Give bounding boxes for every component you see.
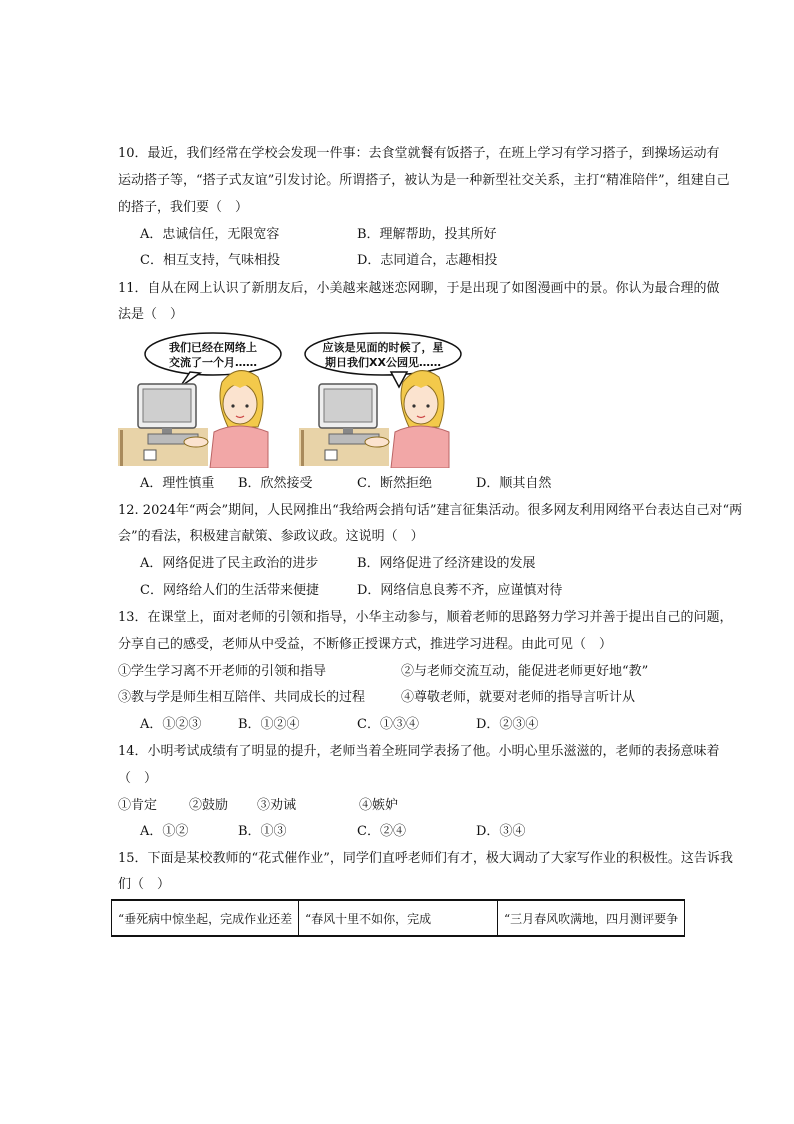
- q15-poem-table: [111, 899, 685, 937]
- q10-option-a[interactable]: A．忠诚信任，无限宽容: [140, 227, 280, 242]
- q14-statement-3: ③劝诫: [257, 798, 297, 813]
- q12-option-d[interactable]: D．网络信息良莠不齐，应谨慎对待: [357, 583, 563, 598]
- q10-option-d[interactable]: D．志同道合，志趣相投: [357, 253, 498, 268]
- q13-option-a[interactable]: A．①②③: [140, 717, 202, 732]
- q14-option-d[interactable]: D．③④: [476, 824, 526, 839]
- table-cell-1: “垂死病中惊坐起，完成作业还差: [112, 900, 299, 936]
- bubble-1-line-2: 交流了一个月……: [169, 356, 257, 369]
- q10-line-2: 运动搭子等，“搭子式友谊”引发讨论。所谓搭子，被认为是一种新型社交关系，主打“精准陪伴”，组建自己: [118, 173, 730, 188]
- q14-option-b[interactable]: B．①③: [238, 824, 287, 839]
- table-cell-3: “三月春风吹满地，四月测评要争: [498, 900, 685, 936]
- q12-option-c[interactable]: C．网络给人们的生活带来便捷: [140, 583, 319, 598]
- q13-statement-2: ②与老师交流互动，能促进老师更好地“教”: [401, 664, 649, 679]
- q11-line-2: 法是（ ）: [118, 307, 184, 322]
- table-cell-2: “春风十里不如你，完成: [299, 900, 498, 936]
- q14-line-1: 14．小明考试成绩有了明显的提升，老师当着全班同学表扬了他。小明心里乐滋滋的，老师的表扬意味着: [118, 744, 720, 759]
- q13-line-2: 分享自己的感受，老师从中受益，不断修正授课方式，推进学习进程。由此可见（ ）: [118, 637, 613, 652]
- q13-statement-4: ④尊敬老师，就要对老师的指导言听计从: [401, 690, 636, 705]
- q10-option-b[interactable]: B．理解帮助，投其所好: [357, 227, 497, 242]
- bubble-2-line-1: 应该是见面的时候了，星: [322, 341, 444, 354]
- q13-line-1: 13．在课堂上，面对老师的引领和指导，小华主动参与，顺着老师的思路努力学习并善于提出自己的问题，: [118, 610, 733, 625]
- q14-statement-4: ④嫉妒: [359, 798, 399, 813]
- bubble-1-line-1: 我们已经在网络上: [169, 341, 257, 354]
- q11-option-d[interactable]: D．顺其自然: [476, 476, 552, 491]
- q10-line-3: 的搭子，我们要（ ）: [118, 200, 249, 215]
- q11-option-b[interactable]: B．欣然接受: [238, 476, 313, 491]
- q15-line-1: 15．下面是某校教师的“花式催作业”，同学们直呼老师们有才，极大调动了大家写作业的积极性。这告诉我: [118, 851, 733, 866]
- q14-statement-2: ②鼓励: [189, 798, 229, 813]
- q13-option-c[interactable]: C．①③④: [357, 717, 419, 732]
- comic-illustration-2: [299, 332, 464, 468]
- q11-option-a[interactable]: A．理性慎重: [140, 476, 215, 491]
- q12-option-b[interactable]: B．网络促进了经济建设的发展: [357, 556, 536, 571]
- q14-statement-1: ①肯定: [118, 798, 158, 813]
- q13-option-b[interactable]: B．①②④: [238, 717, 300, 732]
- comic-illustration-1: [118, 332, 283, 468]
- q11-line-1: 11．自从在网上认识了新朋友后，小美越来越迷恋网聊，于是出现了如图漫画中的景。你认为最合理的做: [118, 281, 720, 296]
- q13-statement-1: ①学生学习离不开老师的引领和指导: [118, 664, 327, 679]
- q12-option-a[interactable]: A．网络促进了民主政治的进步: [140, 556, 319, 571]
- comic-panel-1: [118, 332, 283, 468]
- q10-line-1: 10．最近，我们经常在学校会发现一件事：去食堂就餐有饭搭子，在班上学习有学习搭子，到操场运动有: [118, 146, 720, 161]
- table-row: [112, 900, 685, 936]
- bubble-2-line-2: 期日我们XX公园见……: [325, 356, 441, 369]
- q14-option-a[interactable]: A．①②: [140, 824, 189, 839]
- q13-option-d[interactable]: D．②③④: [476, 717, 539, 732]
- q12-line-2: 会”的看法，积极建言献策、参政议政。这说明（ ）: [118, 529, 424, 544]
- q15-line-2: 们（ ）: [118, 877, 171, 892]
- comic-panel-2: [299, 332, 464, 468]
- q10-option-c[interactable]: C．相互支持，气味相投: [140, 253, 280, 268]
- q12-line-1: 12. 2024年“两会”期间，人民网推出“我给两会捎句话”建言征集活动。很多网友利用网络平台表达自己对“两: [118, 503, 743, 518]
- q11-option-c[interactable]: C．断然拒绝: [357, 476, 432, 491]
- q14-option-c[interactable]: C．②④: [357, 824, 406, 839]
- q13-statement-3: ③教与学是师生相互陪伴、共同成长的过程: [118, 690, 366, 705]
- q14-line-2: （ ）: [118, 771, 158, 786]
